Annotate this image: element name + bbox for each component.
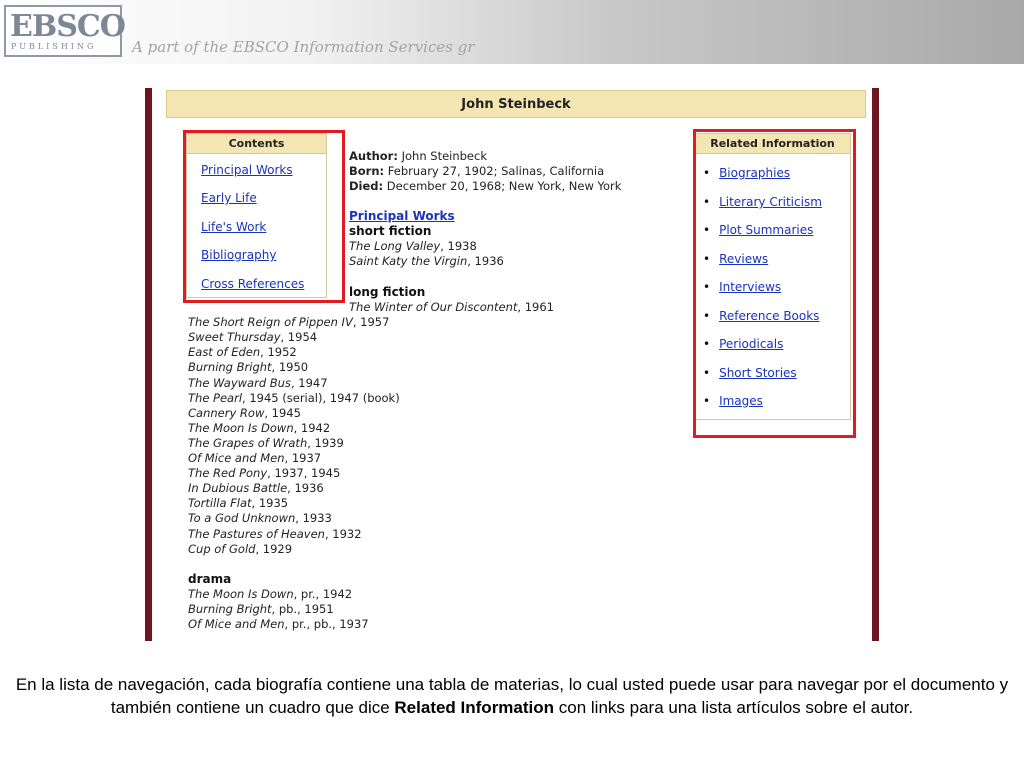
- work-info: , 1937, 1945: [267, 466, 341, 481]
- related-link-interviews[interactable]: Interviews: [719, 280, 782, 294]
- work-info: , 1942: [293, 420, 331, 435]
- contents-link-lifes-work[interactable]: Life's Work: [201, 220, 267, 234]
- work-info: , 1945 (serial), 1947 (book): [242, 390, 400, 405]
- list-item: [188, 451, 321, 466]
- contents-link-bibliography[interactable]: Bibliography: [201, 248, 277, 262]
- bullet-icon: •: [703, 366, 711, 380]
- died-label: Died:: [349, 179, 384, 193]
- contents-link-early-life[interactable]: Early Life: [201, 191, 257, 205]
- list-item: [188, 360, 308, 375]
- work-info: , 1933: [295, 511, 332, 526]
- died-line: [349, 179, 621, 194]
- list-item: [349, 239, 477, 254]
- born-value: February 27, 1902; Salinas, California: [387, 164, 605, 178]
- work-title: Of Mice and Men: [188, 451, 285, 465]
- principal-works-heading-link[interactable]: Principal Works: [349, 209, 455, 223]
- work-title: Saint Katy the Virgin: [349, 254, 468, 268]
- list-item: [188, 315, 389, 330]
- born-label: Born:: [349, 164, 385, 178]
- work-info: , 1929: [255, 541, 293, 556]
- author-label: Author:: [349, 149, 398, 163]
- ebsco-logo: [4, 5, 125, 57]
- work-title: The Pearl: [188, 390, 243, 405]
- banner: [0, 0, 1024, 64]
- contents-link-principal-works[interactable]: Principal Works: [201, 163, 293, 177]
- work-info: , pr., pb., 1937: [284, 617, 369, 631]
- list-item: [188, 391, 400, 406]
- page-title: John Steinbeck: [166, 90, 866, 118]
- related-link-plot-summaries[interactable]: Plot Summaries: [719, 223, 814, 237]
- slide-caption: [0, 673, 1024, 719]
- contents-link-cross-references[interactable]: Cross References: [201, 277, 305, 291]
- work-title: The Wayward Bus: [188, 375, 291, 390]
- work-info: , pb., 1951: [271, 602, 334, 616]
- work-title: Of Mice and Men: [188, 617, 285, 631]
- bullet-icon: •: [703, 280, 711, 294]
- work-title: The Moon Is Down: [188, 420, 294, 435]
- bullet-icon: •: [703, 252, 711, 266]
- work-info: , 1935: [251, 496, 289, 511]
- work-title: Burning Bright: [188, 602, 272, 616]
- bullet-icon: •: [703, 309, 711, 323]
- work-info: , 1936: [287, 481, 324, 496]
- work-title: The Moon Is Down: [188, 587, 294, 601]
- caption-bold-term: Related Information: [394, 698, 555, 717]
- work-title: Cup of Gold: [188, 541, 256, 556]
- work-info: , 1950: [271, 360, 309, 375]
- long-fiction-heading: long fiction: [349, 285, 426, 299]
- work-info: , 1957: [352, 315, 390, 330]
- work-title: To a God Unknown: [188, 511, 296, 526]
- caption-text-end: con links para una lista artículos sobre el autor.: [554, 698, 914, 717]
- bullet-icon: •: [703, 195, 711, 209]
- list-item: [188, 542, 292, 557]
- list-item: [349, 300, 554, 315]
- related-link-periodicals[interactable]: Periodicals: [719, 337, 784, 351]
- contents-heading: Contents: [187, 134, 326, 154]
- bullet-icon: •: [703, 394, 711, 408]
- list-item: [188, 587, 352, 602]
- work-title: East of Eden: [188, 345, 261, 360]
- list-item: [349, 254, 504, 269]
- list-item: [188, 376, 328, 391]
- work-info: , 1954: [280, 330, 318, 345]
- related-link-reviews[interactable]: Reviews: [719, 252, 769, 266]
- drama-heading: drama: [188, 572, 232, 586]
- work-title: The Red Pony: [188, 466, 268, 481]
- work-info: , 1936: [467, 254, 504, 268]
- caption-text-start: En la lista de navegación, cada biografía contiene una tabla de materias, lo cual usted puede usar para navegar por el documento y también contiene un cuadro que dice: [15, 675, 1009, 717]
- work-title: The Long Valley: [349, 239, 441, 253]
- related-highlight-frame: [693, 129, 856, 438]
- related-link-biographies[interactable]: Biographies: [719, 166, 791, 180]
- bullet-icon: •: [703, 223, 711, 237]
- work-title: The Winter of Our Discontent: [349, 300, 518, 314]
- work-info: , 1952: [260, 345, 297, 360]
- work-info: , 1937: [284, 451, 322, 465]
- list-item: [188, 330, 317, 345]
- related-link-images[interactable]: Images: [719, 394, 763, 408]
- related-link-reference-books[interactable]: Reference Books: [719, 309, 820, 323]
- work-info: , pr., 1942: [293, 587, 353, 601]
- page-screenshot: [145, 88, 879, 641]
- list-item: [188, 481, 324, 496]
- work-info: , 1938: [440, 239, 477, 253]
- logo-sub-text: PUBLISHING: [11, 42, 97, 51]
- list-item: [188, 466, 340, 481]
- author-line: [349, 149, 487, 164]
- list-item: [188, 421, 330, 436]
- logo-main-text: EBSCO: [10, 9, 125, 44]
- work-title: The Grapes of Wrath: [188, 435, 308, 450]
- author-value: John Steinbeck: [401, 149, 487, 163]
- work-title: In Dubious Battle: [188, 481, 288, 496]
- list-item: [188, 496, 288, 511]
- work-info: , 1945: [264, 405, 301, 420]
- work-info: , 1932: [324, 526, 362, 541]
- work-title: Burning Bright: [188, 360, 272, 375]
- work-title: Tortilla Flat: [188, 496, 252, 511]
- related-heading: Related Information: [695, 134, 850, 154]
- born-line: [349, 164, 604, 179]
- bullet-icon: •: [703, 166, 711, 180]
- list-item: [188, 345, 297, 360]
- list-item: [188, 511, 332, 526]
- list-item: [188, 617, 369, 632]
- bullet-icon: •: [703, 337, 711, 351]
- short-fiction-heading: short fiction: [349, 224, 432, 238]
- related-link-short-stories[interactable]: Short Stories: [719, 366, 797, 380]
- work-info: , 1961: [517, 300, 554, 314]
- list-item: [188, 436, 344, 451]
- work-title: Cannery Row: [188, 405, 265, 420]
- work-title: The Pastures of Heaven: [188, 526, 325, 541]
- related-link-literary-criticism[interactable]: Literary Criticism: [719, 195, 822, 209]
- died-value: December 20, 1968; New York, New York: [386, 179, 622, 193]
- page-content: [166, 88, 866, 641]
- banner-tagline: A part of the EBSCO Information Services gr: [132, 38, 475, 56]
- list-item: [188, 527, 362, 542]
- list-item: [188, 602, 334, 617]
- work-info: , 1939: [307, 435, 344, 450]
- work-info: , 1947: [290, 375, 328, 390]
- list-item: [188, 406, 301, 421]
- work-title: The Short Reign of Pippen IV: [188, 315, 353, 330]
- work-title: Sweet Thursday: [188, 330, 281, 345]
- contents-highlight-frame: [183, 130, 345, 303]
